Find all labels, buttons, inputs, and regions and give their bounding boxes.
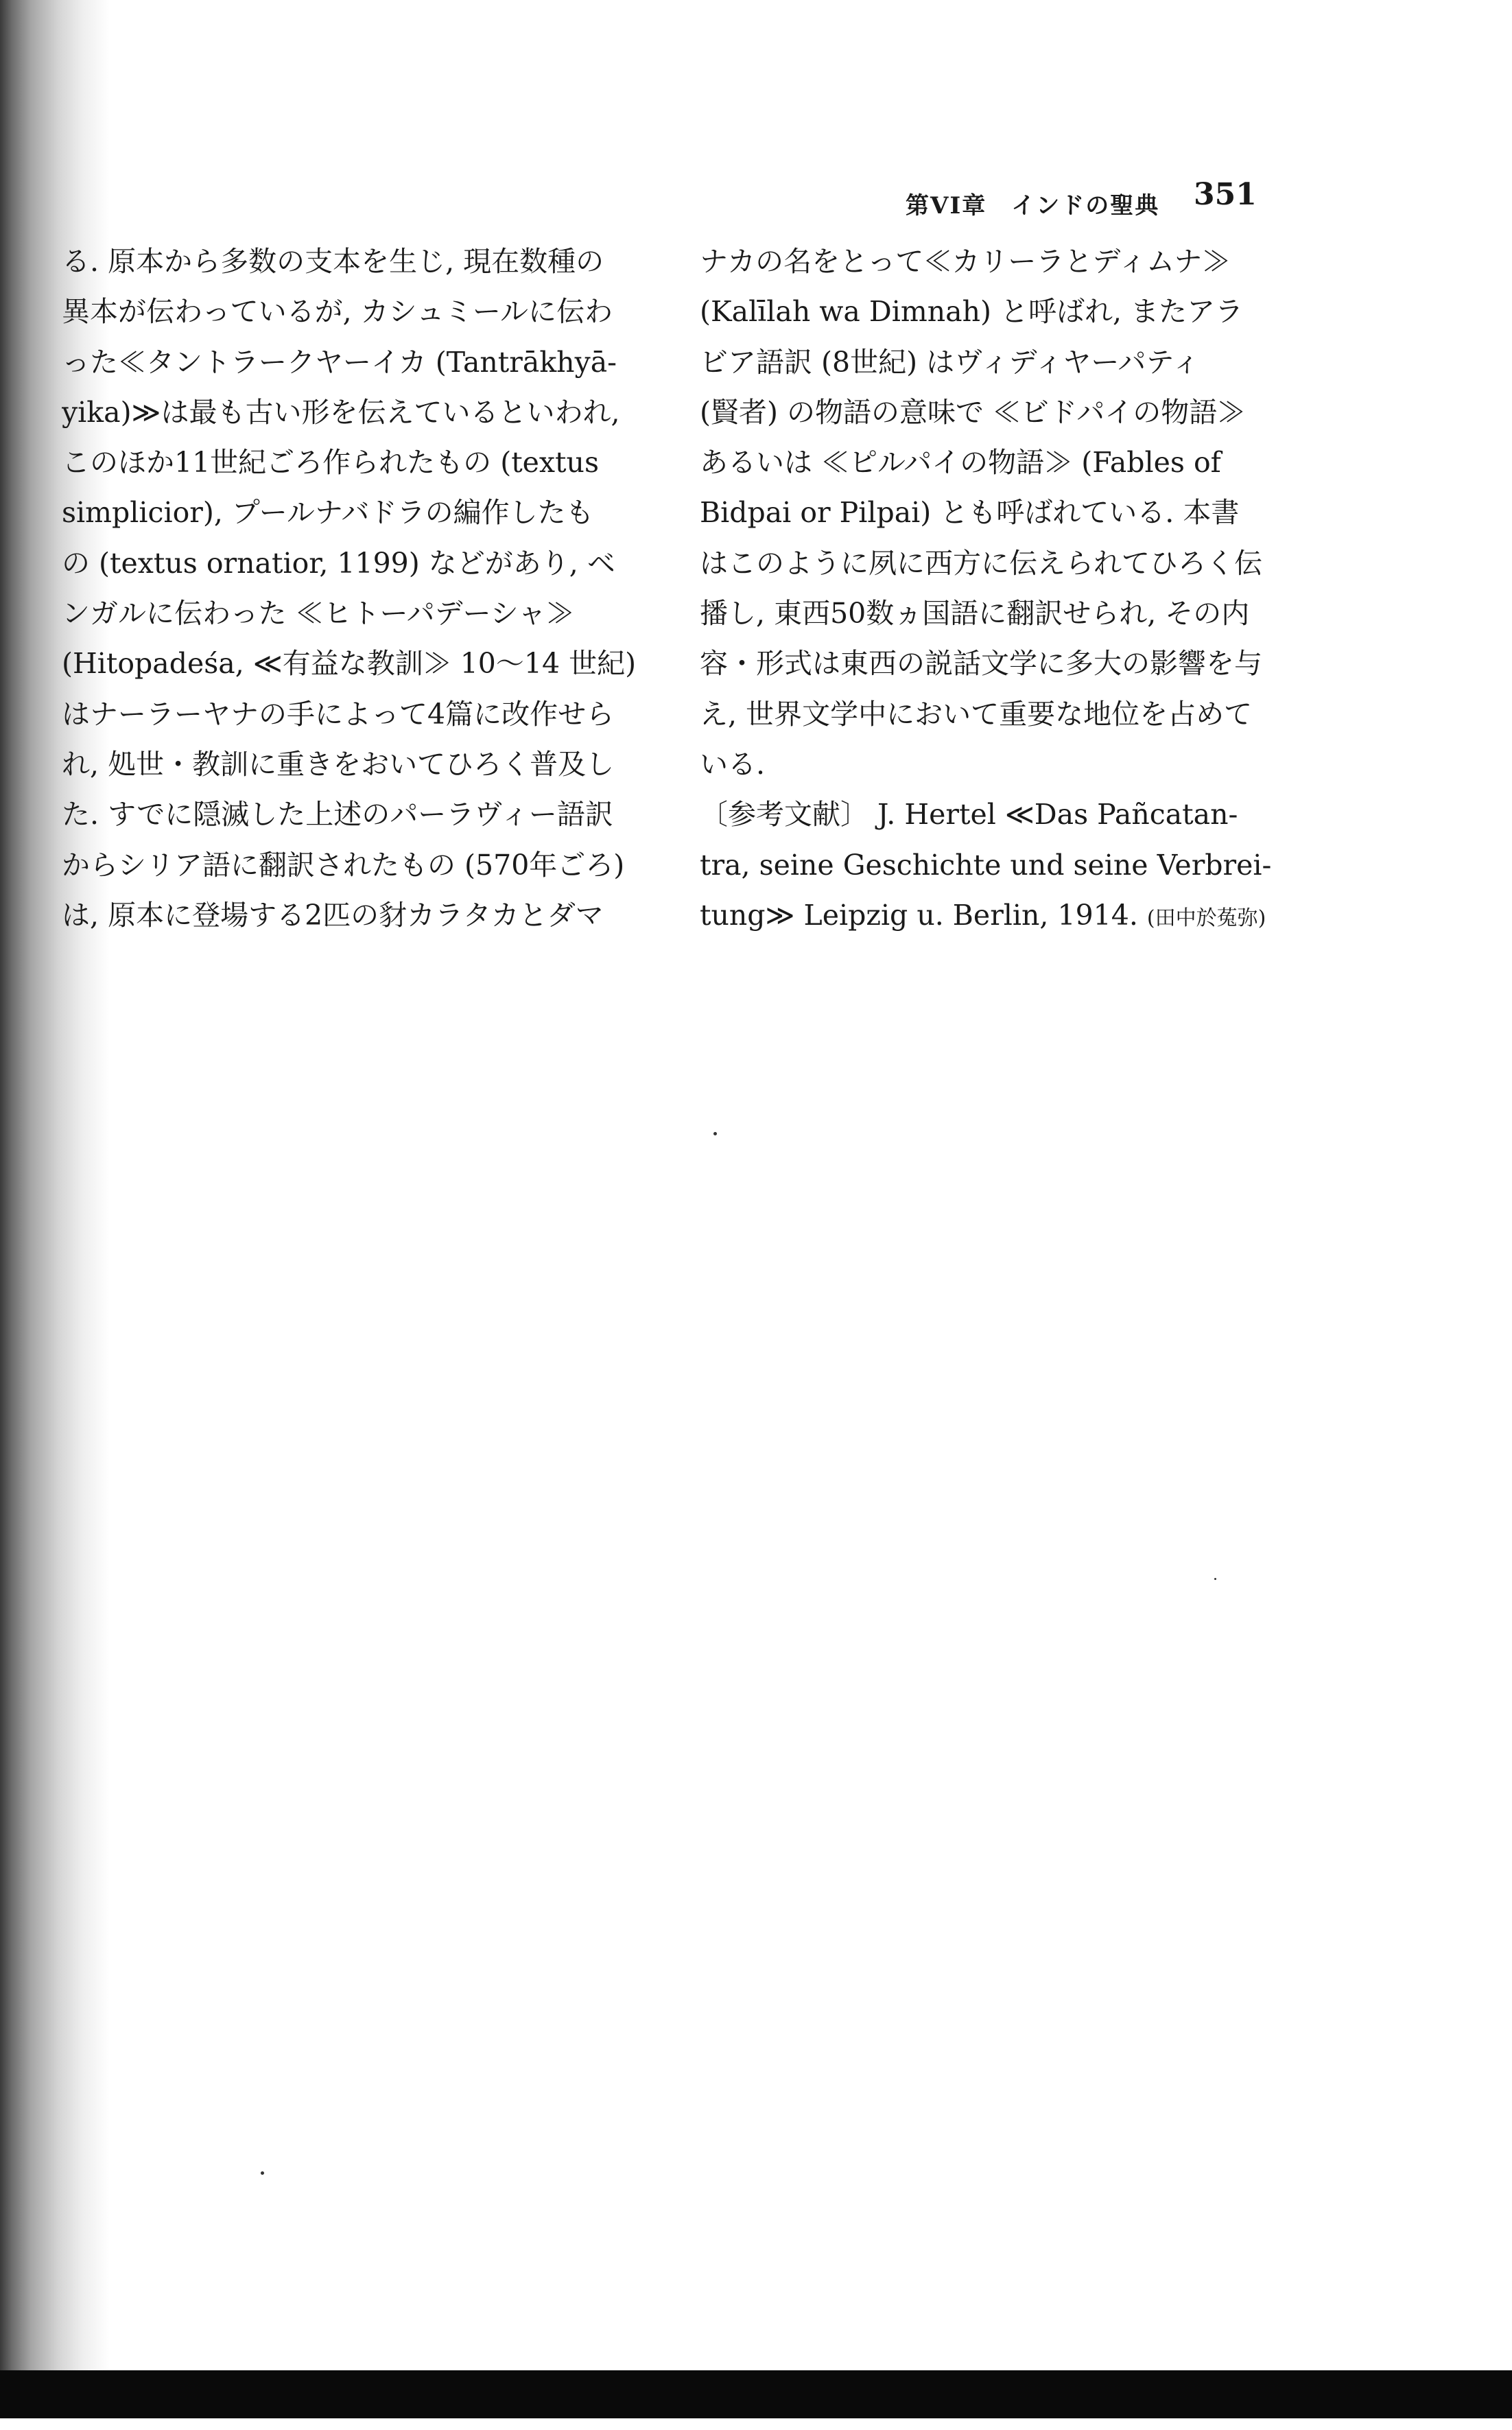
text-line: れ, 処世・教訓に重きをおいてひろく普及し bbox=[62, 747, 615, 781]
scan-bottom-gap bbox=[0, 2418, 1512, 2430]
left-column bbox=[62, 237, 665, 941]
scan-speck bbox=[261, 2171, 264, 2175]
right-column bbox=[700, 237, 1303, 941]
reference-line-last bbox=[700, 890, 1303, 941]
text-line: yika)≫は最も古い形を伝えているといわれ, bbox=[62, 395, 620, 429]
text-line: 異本が伝わっているが, カシュミールに伝わ bbox=[62, 295, 613, 329]
text-line: (Kalīlah wa Dimnah) と呼ばれ, またアラ bbox=[700, 295, 1244, 329]
text-line: は, 原本に登場する2匹の豺カラタカとダマ bbox=[62, 898, 604, 932]
text-line: はこのように夙に西方に伝えられてひろく伝 bbox=[700, 546, 1262, 580]
text-line: の (textus ornatior, 1199) などがあり, ベ bbox=[62, 546, 615, 580]
scan-speck bbox=[1214, 1578, 1216, 1580]
reference-line: tra, seine Geschichte und seine Verbrei- bbox=[700, 848, 1272, 882]
scan-speck bbox=[713, 1132, 717, 1135]
author-credit: (田中於菟弥) bbox=[1146, 906, 1266, 930]
running-head: 第VI章 インドの聖典 bbox=[906, 192, 1160, 220]
reference-line: 〔参考文献〕 J. Hertel ≪Das Pañcatan- bbox=[700, 798, 1238, 831]
text-line: あるいは ≪ピルパイの物語≫ (Fables of bbox=[700, 446, 1221, 480]
text-line: った≪タントラークヤーイカ (Tantrākhyā- bbox=[62, 345, 617, 379]
text-line: 播し, 東西50数ヵ国語に翻訳せられ, その内 bbox=[700, 597, 1250, 630]
text-line: ナカの名をとって≪カリーラとディムナ≫ bbox=[700, 245, 1231, 278]
text-line: はナーラーヤナの手によって4篇に改作せら bbox=[62, 697, 615, 731]
text-line: simplicior), プールナバドラの編作したも bbox=[62, 496, 594, 530]
page-number: 351 bbox=[1194, 177, 1257, 212]
text-line: Bidpai or Pilpai) とも呼ばれている. 本書 bbox=[700, 496, 1240, 530]
text-line: (Hitopadeśa, ≪有益な教訓≫ 10～14 世紀) bbox=[62, 647, 637, 681]
text-line: る. 原本から多数の支本を生じ, 現在数種の bbox=[62, 245, 604, 278]
text-line: ビア語訳 (8世紀) はヴィディヤーパティ bbox=[700, 345, 1201, 379]
text-line: え, 世界文学中において重要な地位を占めて bbox=[700, 697, 1253, 731]
text-line: いる. bbox=[700, 747, 766, 781]
text-line: このほか11世紀ごろ作られたもの (textus bbox=[62, 446, 599, 480]
text-line: からシリア語に翻訳されたもの (570年ごろ) bbox=[62, 848, 625, 882]
reference-text: tung≫ Leipzig u. Berlin, 1914. bbox=[700, 898, 1138, 932]
page-header bbox=[906, 177, 1262, 218]
text-line: ンガルに伝わった ≪ヒトーパデーシャ≫ bbox=[62, 597, 574, 630]
text-line: 容・形式は東西の説話文学に多大の影響を与 bbox=[700, 647, 1262, 681]
text-line: た. すでに隠滅した上述のパーラヴィー語訳 bbox=[62, 798, 613, 831]
text-line: (賢者) の物語の意味で ≪ビドパイの物語≫ bbox=[700, 395, 1246, 429]
scan-bottom-bar bbox=[0, 2370, 1512, 2418]
